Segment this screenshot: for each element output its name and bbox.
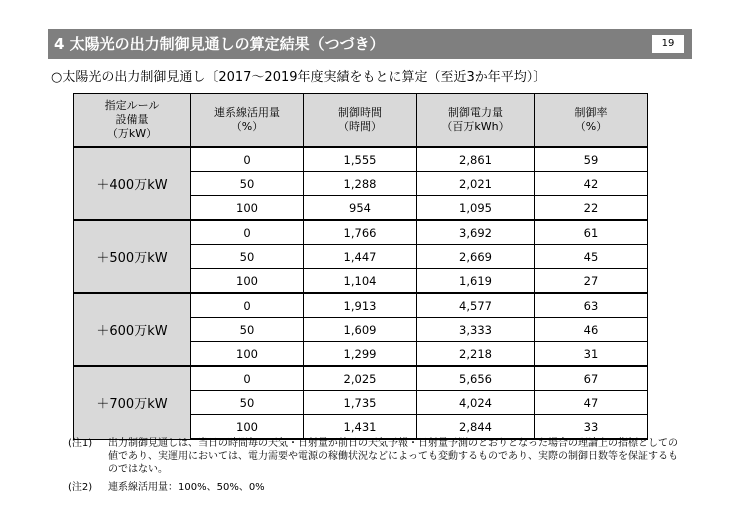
control-hours-cell: 1,447: [304, 245, 417, 269]
interconnect-usage-cell: 100: [191, 415, 304, 440]
capacity-group-cell: ＋600万kW: [74, 293, 191, 366]
header-control-rate: [535, 94, 648, 148]
control-hours-cell: 1,609: [304, 318, 417, 342]
control-energy-cell: 2,021: [417, 172, 535, 196]
interconnect-usage-cell: 0: [191, 220, 304, 245]
control-rate-cell: 67: [535, 366, 648, 391]
header-line: （時間）: [338, 120, 382, 133]
control-energy-cell: 2,844: [417, 415, 535, 440]
control-energy-cell: 5,656: [417, 366, 535, 391]
note-1-label: (注1): [68, 438, 93, 449]
control-hours-cell: 1,555: [304, 147, 417, 172]
control-hours-cell: 1,735: [304, 391, 417, 415]
header-line: （百万kWh）: [441, 120, 510, 133]
control-rate-cell: 47: [535, 391, 648, 415]
table-row: [74, 147, 648, 172]
interconnect-usage-cell: 50: [191, 391, 304, 415]
header-line: 制御率: [574, 106, 608, 119]
interconnect-usage-cell: 0: [191, 293, 304, 318]
note-1-text: 出力制御見通しは、当日の時間毎の天気・日射量が前日の天気予報・日射量予測のとおりとなった場合の理論上の指標としての値であり、実運用においては、電力需要や電源の稼働状況などによっても変動するものであり、実際の制御日数等を保証するものではない。: [108, 438, 678, 475]
interconnect-usage-cell: 50: [191, 318, 304, 342]
note-1: [68, 437, 678, 476]
control-hours-cell: 1,288: [304, 172, 417, 196]
header-control-hours: [304, 94, 417, 148]
table-row: [74, 366, 648, 391]
table-header-row: [74, 94, 648, 148]
header-line: （万kW）: [106, 127, 158, 140]
control-hours-cell: 1,766: [304, 220, 417, 245]
control-hours-cell: 1,104: [304, 269, 417, 294]
header-capacity: [74, 94, 191, 148]
notes: [68, 437, 678, 494]
curtailment-table: [73, 93, 648, 440]
control-energy-cell: 2,861: [417, 147, 535, 172]
control-rate-cell: 61: [535, 220, 648, 245]
control-hours-cell: 1,431: [304, 415, 417, 440]
interconnect-usage-cell: 100: [191, 269, 304, 294]
header-line: 制御電力量: [448, 106, 503, 119]
control-hours-cell: 1,913: [304, 293, 417, 318]
control-hours-cell: 954: [304, 196, 417, 221]
table-row: [74, 220, 648, 245]
header-line: 指定ルール: [104, 99, 160, 112]
control-energy-cell: 2,218: [417, 342, 535, 367]
control-rate-cell: 63: [535, 293, 648, 318]
interconnect-usage-cell: 100: [191, 342, 304, 367]
control-energy-cell: 4,024: [417, 391, 535, 415]
control-energy-cell: 2,669: [417, 245, 535, 269]
control-energy-cell: 3,692: [417, 220, 535, 245]
page-number: 19: [652, 35, 684, 53]
header-line: 制御時間: [338, 106, 382, 119]
note-2-label: (注2): [68, 482, 93, 493]
interconnect-usage-cell: 0: [191, 147, 304, 172]
capacity-group-cell: ＋400万kW: [74, 147, 191, 220]
table-caption: ○太陽光の出力制御見通し〔2017～2019年度実績をもとに算定（至近3か年平均）〕: [51, 70, 547, 85]
header-interconnect-usage: [191, 94, 304, 148]
control-rate-cell: 33: [535, 415, 648, 440]
control-energy-cell: 4,577: [417, 293, 535, 318]
control-energy-cell: 3,333: [417, 318, 535, 342]
table-body: [74, 147, 648, 439]
interconnect-usage-cell: 50: [191, 172, 304, 196]
header-control-energy: [417, 94, 535, 148]
table-row: [74, 293, 648, 318]
control-energy-cell: 1,095: [417, 196, 535, 221]
header-line: （%）: [574, 120, 608, 133]
header-line: 連系線活用量: [214, 106, 280, 119]
control-hours-cell: 2,025: [304, 366, 417, 391]
control-rate-cell: 46: [535, 318, 648, 342]
header-bar: [48, 29, 692, 59]
control-energy-cell: 1,619: [417, 269, 535, 294]
interconnect-usage-cell: 100: [191, 196, 304, 221]
control-rate-cell: 31: [535, 342, 648, 367]
page-title: 4 太陽光の出力制御見通しの算定結果（つづき）: [54, 35, 385, 53]
capacity-group-cell: ＋500万kW: [74, 220, 191, 293]
header-line: 設備量: [115, 113, 149, 126]
control-rate-cell: 22: [535, 196, 648, 221]
capacity-group-cell: ＋700万kW: [74, 366, 191, 439]
note-2-text: 連系線活用量：100%、50%、0%: [108, 482, 265, 493]
control-rate-cell: 27: [535, 269, 648, 294]
control-rate-cell: 45: [535, 245, 648, 269]
control-hours-cell: 1,299: [304, 342, 417, 367]
interconnect-usage-cell: 0: [191, 366, 304, 391]
interconnect-usage-cell: 50: [191, 245, 304, 269]
control-rate-cell: 42: [535, 172, 648, 196]
header-line: （%）: [230, 120, 264, 133]
note-2: [68, 481, 678, 494]
control-rate-cell: 59: [535, 147, 648, 172]
